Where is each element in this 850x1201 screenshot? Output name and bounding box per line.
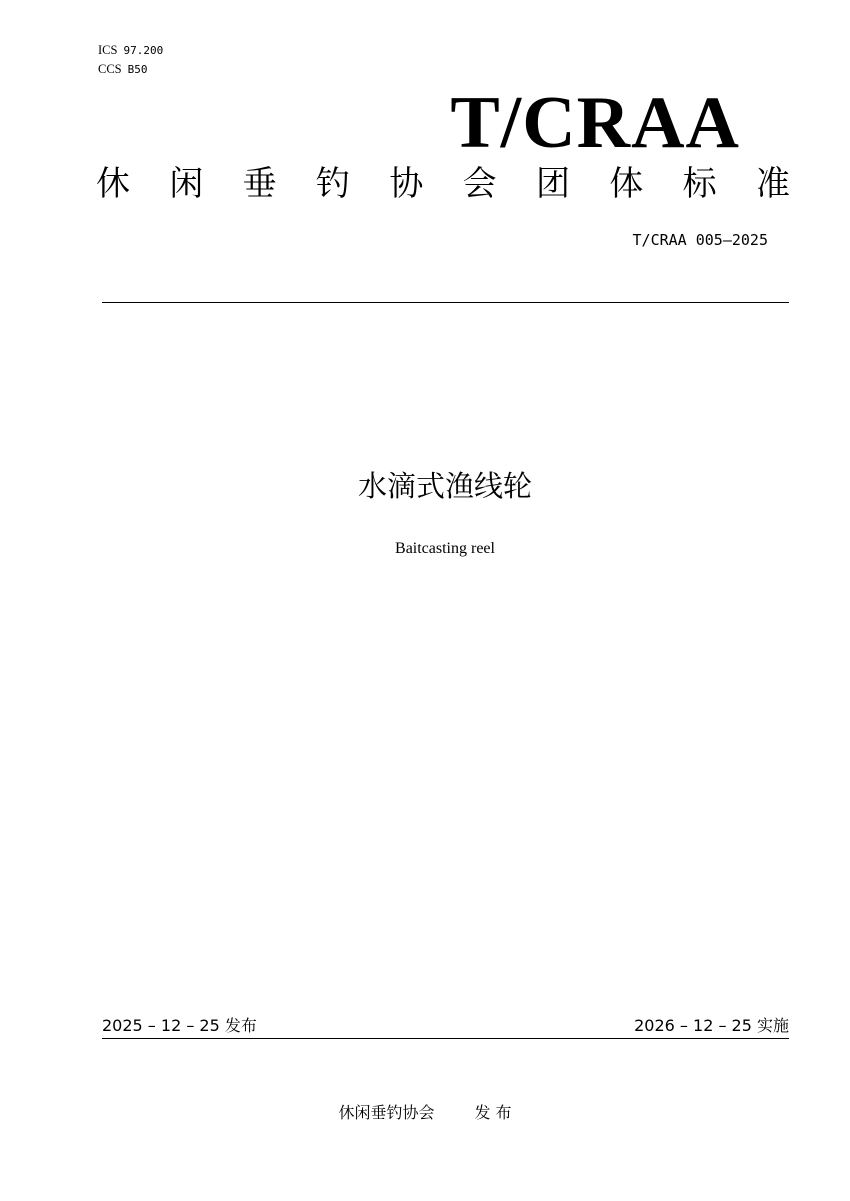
heading-char: 休 xyxy=(96,164,130,204)
ccs-value: B50 xyxy=(127,63,148,76)
heading-char: 标 xyxy=(682,164,717,204)
document-title-english: Baitcasting reel xyxy=(395,540,495,557)
heading-char: 垂 xyxy=(242,164,277,204)
heading-char: 闲 xyxy=(169,164,204,204)
heading-char: 团 xyxy=(535,164,570,204)
publisher-line xyxy=(0,1100,850,1123)
document-title-chinese: 水滴式渔线轮 xyxy=(357,469,532,503)
effective-date: 2026 – 12 – 25 实施 xyxy=(634,1016,789,1035)
bottom-divider xyxy=(102,1038,789,1039)
issue-date: 2025 – 12 – 25 发布 xyxy=(102,1016,257,1035)
ics-value: 97.200 xyxy=(123,44,164,57)
standard-logo: T/CRAA xyxy=(450,82,740,164)
publisher-action: 发 布 xyxy=(474,1103,512,1122)
heading-char: 准 xyxy=(755,164,790,204)
document-number: T/CRAA 005—2025 xyxy=(632,231,768,249)
ics-row xyxy=(98,41,163,60)
heading-char: 会 xyxy=(462,164,497,204)
classification-codes xyxy=(98,41,163,79)
organization-standard-heading xyxy=(96,162,790,206)
ics-label: ICS xyxy=(98,43,118,57)
heading-char: 钓 xyxy=(315,164,350,204)
heading-char: 协 xyxy=(389,164,424,204)
ccs-label: CCS xyxy=(98,62,122,76)
top-divider xyxy=(102,302,789,303)
date-row xyxy=(102,1015,789,1037)
heading-char: 体 xyxy=(609,164,644,204)
publisher-name: 休闲垂钓协会 xyxy=(338,1103,435,1122)
ccs-row xyxy=(98,60,163,79)
